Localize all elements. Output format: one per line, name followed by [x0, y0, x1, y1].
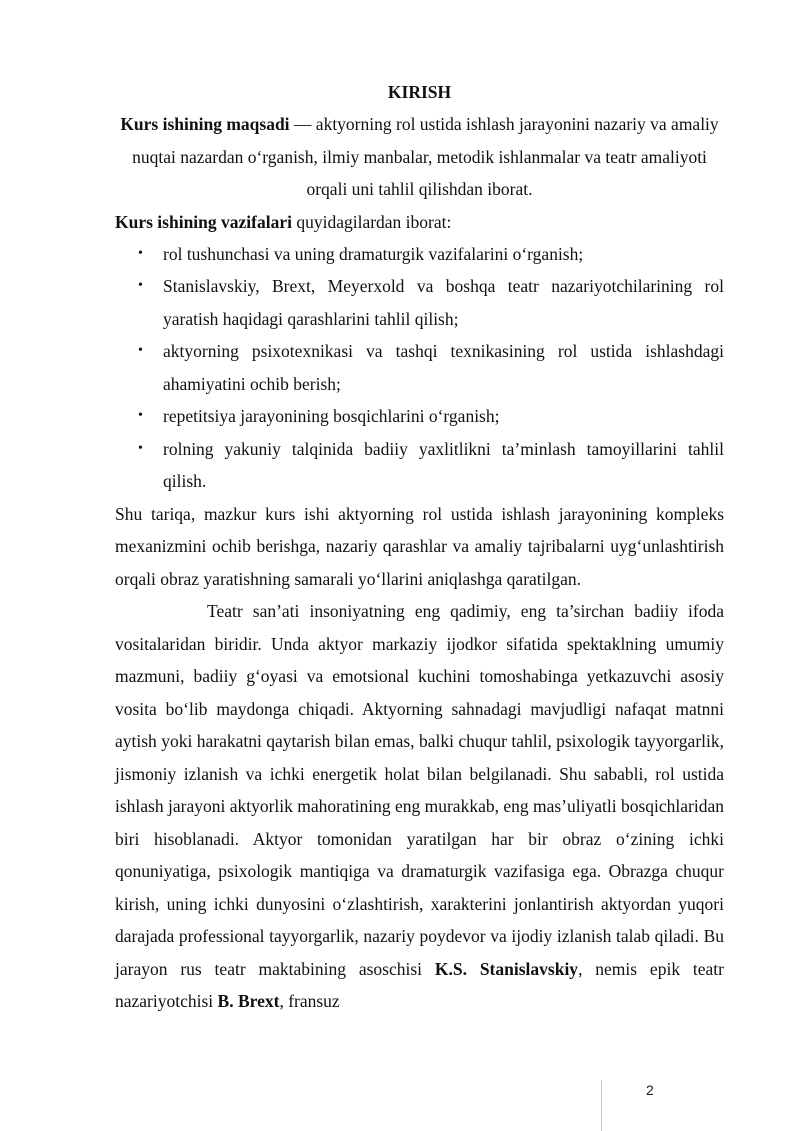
page-title: KIRISH [387, 82, 452, 102]
document-page [115, 76, 724, 1018]
body-text-before: Teatr san’ati insoniyatning eng qadimiy, eng ta’sirchan badiiy ifoda vositalaridan biridir. Unda aktyor markaziy ijodkor sifatida spektaklning umumiy mazmuni, badiiy g‘oyasi va emotsional kuchini tomoshabinga yetkazuvchi asosiy vosita bo‘lib maydonga chiqadi. Aktyorning sahnadagi mavjudligi nafaqat matnni aytish yoki harakatni qaytarish bilan emas, balki chuqur tahlil, psixologik tayyorgarlik, jismoniy izlanish va ichki energetik holat bilan belgilanadi. Shu sababli, rol ustida ishlash jarayoni aktyorlik mahoratining eng murakkab, eng mas’uliyatli bosqichlaridan biri hisoblanadi. Aktyor tomonidan yaratilgan har bir obraz o‘zining ichki qonuniyatiga, psixologik mantiqiga va dramaturgik vazifasiga ega. Obrazga chuqur kirish, uning ichki dunyosini o‘zlashtirish, xarakterini jonlantirish aktyordan yuqori darajada professional tayyorgarlik, nazariy poydevor va ijodiy izlanish talab qiladi. Bu jarayon rus teatr maktabining asoschisi [115, 601, 724, 979]
person-name-brext: B. Brext [217, 991, 280, 1011]
body-paragraph [115, 595, 724, 1018]
list-item [115, 433, 724, 498]
purpose-text: — aktyorning rol ustida ishlash jarayonini nazariy va amaliy nuqtai nazardan o‘rganish, ilmiy manbalar, metodik ishlanmalar va teatr amaliyoti orqali uni tahlil qilishdan iborat. [132, 114, 719, 199]
tasks-intro [115, 206, 724, 238]
purpose-label: Kurs ishining maqsadi [120, 114, 290, 134]
list-item [115, 238, 724, 271]
list-item [115, 335, 724, 400]
page-number: 2 [646, 1082, 654, 1098]
bullet-icon: • [138, 343, 143, 358]
body-text-after: , fransuz [279, 991, 340, 1011]
tasks-label: Kurs ishining vazifalari [115, 211, 292, 232]
tasks-list [115, 238, 724, 498]
page-divider-line [601, 1080, 602, 1131]
list-item-text: aktyorning psixotexnikasi va tashqi texnikasining rol ustida ishlashdagi ahamiyatini ochib berish; [163, 341, 724, 394]
summary-paragraph: Shu tariqa, mazkur kurs ishi aktyorning rol ustida ishlash jarayonining kompleks mexanizmini ochib berishga, nazariy qarashlar va amaliy tajribalarni uyg‘unlashtirish orqali obraz yaratishning samarali yo‘llarini aniqlashga qaratilgan. [115, 503, 724, 589]
purpose-paragraph [115, 108, 724, 206]
person-name-stanislavskiy: K.S. Stanislavskiy [434, 958, 579, 979]
list-item [115, 270, 724, 335]
list-item [115, 400, 724, 433]
bullet-icon: • [138, 245, 143, 261]
tasks-intro-text: quyidagilardan iborat: [291, 211, 452, 232]
list-item-text: rol tushunchasi va uning dramaturgik vazifalarini o‘rganish; [163, 243, 584, 264]
body-text-mid: , nemis epik teatr nazariyotchisi [115, 958, 725, 1011]
list-item-text: repetitsiya jarayonining bosqichlarini o‘rganish; [163, 406, 500, 426]
list-item-text: rolning yakuniy talqinida badiiy yaxlitlikni ta’minlash tamoyillarini tahlil qilish. [163, 438, 724, 491]
bullet-icon: • [138, 440, 143, 456]
list-item-text: Stanislavskiy, Brext, Meyerxold va boshqa teatr nazariyotchilarining rol yaratish haqidagi qarashlarini tahlil qilish; [163, 276, 724, 329]
bullet-icon: • [138, 278, 143, 293]
bullet-icon: • [138, 408, 143, 423]
